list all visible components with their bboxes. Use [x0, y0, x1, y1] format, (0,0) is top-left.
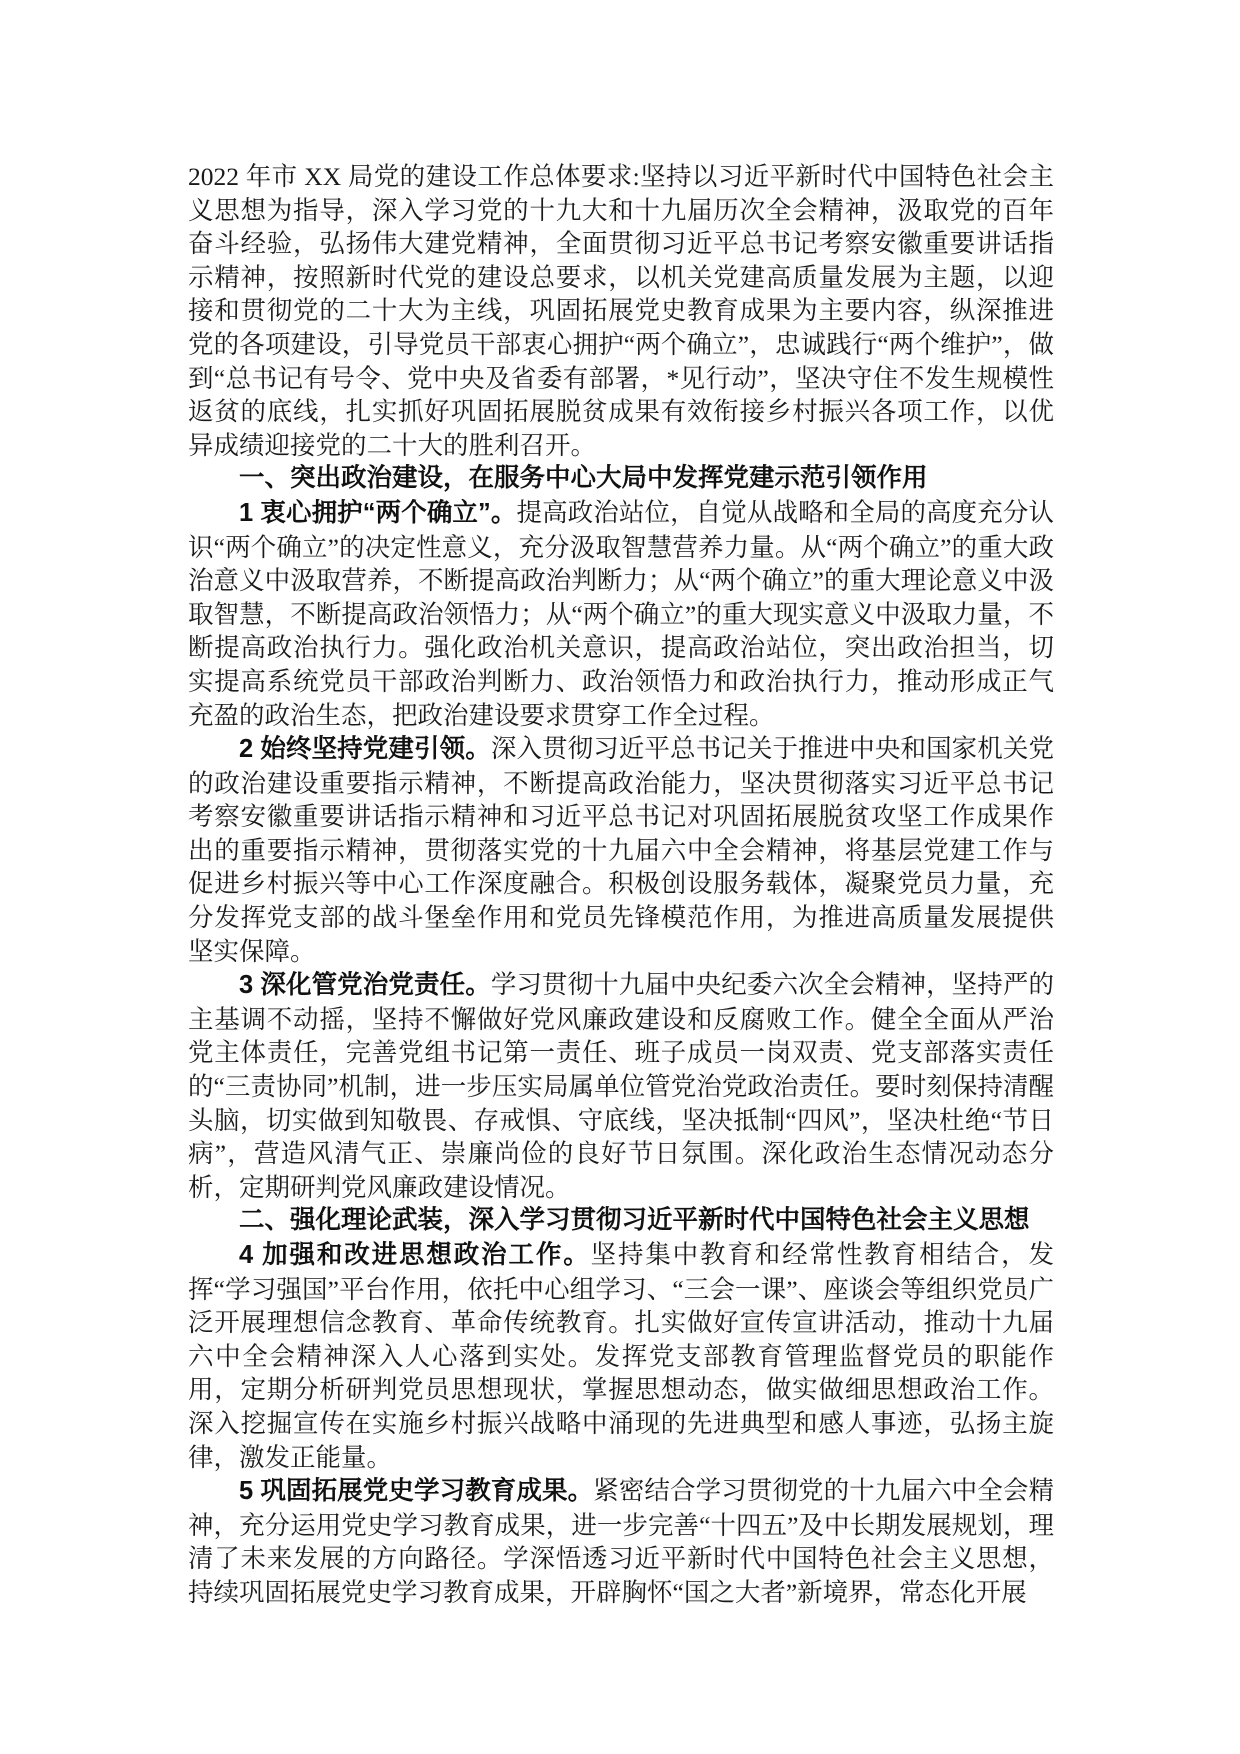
item-text-5: 紧密结合学习贯彻党的十九届六中全会精神，充分运用党史学习教育成果，进一步完善“十四五”及中长期发展规划，理清了未来发展的方向路径。学深悟透习近平新时代中国特色社会主义思想，持续巩固拓展党史学习教育成果，开辟胸怀“国之大者”新境界，常态化开展	[188, 1476, 1054, 1607]
item-paragraph-1	[188, 496, 1054, 732]
item-text-2: 深入贯彻习近平总书记关于推进中央和国家机关党的政治建设重要指示精神，不断提高政治能力，坚决贯彻落实习近平总书记考察安徽重要讲话指示精神和习近平总书记对巩固拓展脱贫攻坚工作成果作出的重要指示精神，贯彻落实党的十九届六中全会精神，将基层党建工作与促进乡村振兴等中心工作深度融合。积极创设服务载体，凝聚党员力量，充分发挥党支部的战斗堡垒作用和党员先锋模范作用，为推进高质量发展提供坚实保障。	[188, 734, 1054, 966]
item-text-4: 坚持集中教育和经常性教育相结合，发挥“学习强国”平台作用，依托中心组学习、“三会一课”、座谈会等组织党员广泛开展理想信念教育、革命传统教育。扎实做好宣传宣讲活动，推动十九届六中全会精神深入人心落到实处。发挥党支部教育管理监督党员的职能作用，定期分析研判党员思想现状，掌握思想动态，做实做细思想政治工作。深入挖掘宣传在实施乡村振兴战略中涌现的先进典型和感人事迹，弘扬主旋律，激发正能量。	[188, 1240, 1054, 1472]
section-heading-1: 一、突出政治建设，在服务中心大局中发挥党建示范引领作用	[239, 464, 928, 493]
item-lead-4: 4 加强和改进思想政治工作。	[239, 1241, 591, 1269]
item-text-3: 学习贯彻十九届中央纪委六次全会精神，坚持严的主基调不动摇，坚持不懈做好党风廉政建设和反腐败工作。健全全面从严治党主体责任，完善党组书记第一责任、班子成员一岗双责、党支部落实责任的“三责协同”机制，进一步压实局属单位管党治党政治责任。要时刻保持清醒头脑，切实做到知敬畏、存戒惧、守底线，坚决抵制“四风”，坚决杜绝“节日病”，营造风清气正、崇廉尚俭的良好节日氛围。深化政治生态情况动态分析，定期研判党风廉政建设情况。	[188, 970, 1054, 1202]
item-lead-1: 1 衷心拥护“两个确立”。	[239, 498, 517, 527]
item-paragraph-4	[188, 1238, 1054, 1474]
item-paragraph-5	[188, 1474, 1054, 1609]
item-text-1: 提高政治站位，自觉从战略和全局的高度充分认识“两个确立”的决定性意义，充分汲取智慧营养力量。从“两个确立”的重大政治意义中汲取营养，不断提高政治判断力；从“两个确立”的重大理论意义中汲取智慧，不断提高政治领悟力；从“两个确立”的重大现实意义中汲取力量，不断提高政治执行力。强化政治机关意识，提高政治站位，突出政治担当，切实提高系统党员干部政治判断力、政治领悟力和政治执行力，推动形成正气充盈的政治生态，把政治建设要求贯穿工作全过程。	[188, 497, 1054, 730]
item-paragraph-3	[188, 968, 1054, 1204]
section-heading-2: 二、强化理论武装，深入学习贯彻习近平新时代中国特色社会主义思想	[239, 1206, 1030, 1235]
item-lead-5: 5 巩固拓展党史学习教育成果。	[239, 1477, 594, 1506]
item-lead-2: 2 始终坚持党建引领。	[239, 735, 491, 764]
item-paragraph-2	[188, 732, 1054, 968]
intro-paragraph: 2022 年市 XX 局党的建设工作总体要求:坚持以习近平新时代中国特色社会主义思想为指导，深入学习党的十九大和十九届历次全会精神，汲取党的百年奋斗经验，弘扬伟大建党精神，全面贯彻习近平总书记考察安徽重要讲话指示精神，按照新时代党的建设总要求，以机关党建高质量发展为主题，以迎接和贯彻党的二十大为主线，巩固拓展党史教育成果为主要内容，纵深推进党的各项建设，引导党员干部衷心拥护“两个确立”，忠诚践行“两个维护”，做到“总书记有号令、党中央及省委有部署，*见行动”，坚决守住不发生规模性返贫的底线，扎实抓好巩固拓展脱贫成果有效衔接乡村振兴各项工作，以优异成绩迎接党的二十大的胜利召开。	[188, 162, 1054, 460]
item-lead-3: 3 深化管党治党责任。	[239, 971, 491, 1000]
